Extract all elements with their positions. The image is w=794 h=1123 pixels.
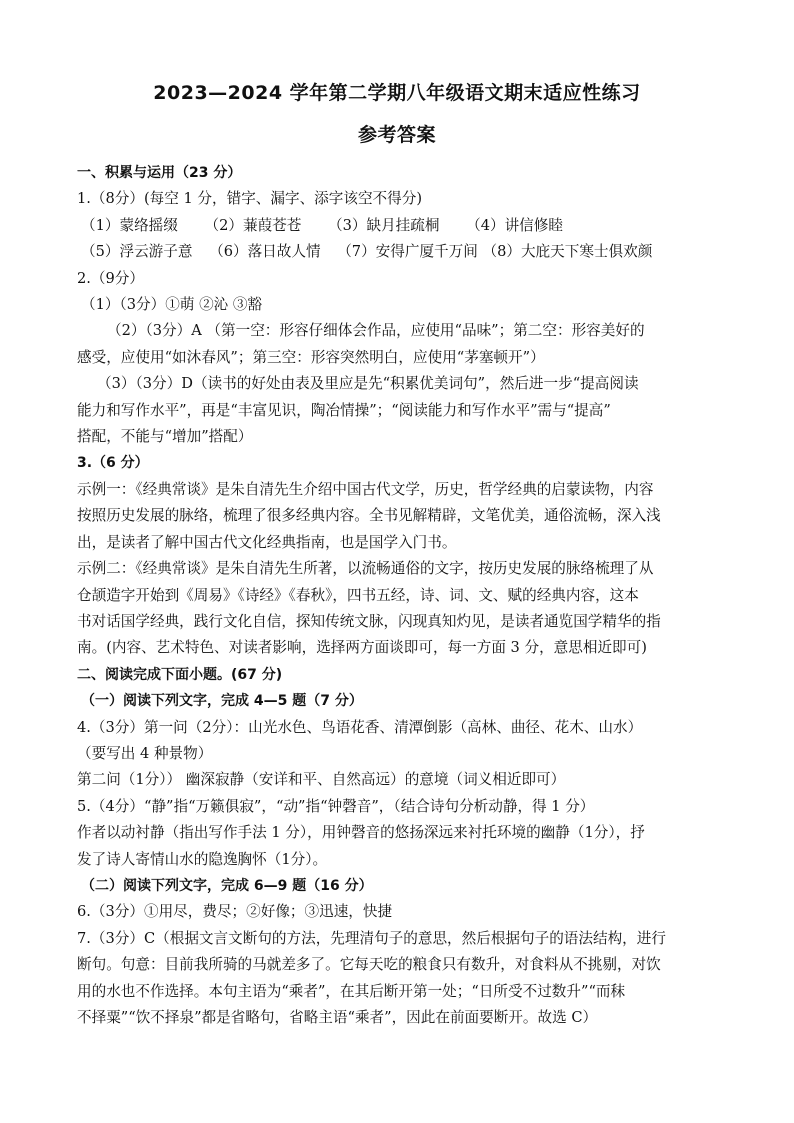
q1-answer-7: （7）安得广厦千万间 — [337, 243, 478, 261]
q7-line-1: 7.（3分）C（根据文言文断句的方法，先理清句子的意思，然后根据句子的语法结构，进行 — [77, 929, 666, 947]
q2-part-2-line-1: （2）（3分）A （第一空：形容仔细体会作品，应使用“品味”；第二空：形容美好的 — [107, 322, 645, 340]
q1-answer-4: （4）讲信修睦 — [466, 216, 563, 234]
q1-answer-2: （2）蒹葭苍苍 — [204, 216, 302, 234]
q3-example-2-line-2: 仓颉造字开始到《周易》《诗经》《春秋》，四书五经，诗、词、文、赋的经典内容，这本 — [77, 586, 639, 604]
q7-line-2: 断句。句意：目前我所骑的马就差多了。它每天吃的粮食只有数升，对食料从不挑剔，对饮 — [77, 956, 661, 974]
section-heading-2: 二、阅读完成下面小题。(67 分) — [77, 666, 283, 683]
answer-content — [77, 160, 719, 1031]
q4-line-2: （要写出 4 种景物） — [77, 744, 213, 762]
part-1-heading: （一）阅读下列文字，完成 4—5 题（7 分） — [81, 693, 363, 710]
q1-answer-3: （3）缺月挂疏桐 — [328, 216, 440, 234]
q1-answers-row-2 — [77, 239, 719, 265]
q5-line-1: 5.（4分）“静”指“万籁俱寂”，“动”指“钟磬音”，（结合诗句分析动静，得 1 分） — [77, 797, 595, 815]
q2-part-2-line-2: 感受，应使用“如沐春风”；第三空：形容突然明白，应使用“茅塞顿开”） — [77, 348, 545, 366]
q3-example-2-line-4: 南。(内容、艺术特色、对读者影响，选择两方面谈即可，每一方面 3 分，意思相近即可) — [77, 639, 647, 657]
q1-answer-8: （8）大庇天下寒士俱欢颜 — [482, 243, 653, 261]
section-heading-1: 一、积累与运用（23 分） — [77, 165, 242, 181]
q5-line-3: 发了诗人寄情山水的隐逸胸怀（1分）。 — [77, 850, 328, 868]
q1-answer-6: （6）落日故人情 — [209, 243, 321, 261]
q3-example-2-line-3: 书对话国学经典，践行文化自信，探知传统文脉，闪现真知灼见，是读者通览国学精华的指 — [77, 612, 661, 630]
q5-line-2: 作者以动衬静（指出写作手法 1 分），用钟磬音的悠扬深远来衬托环境的幽静（1分），抒 — [77, 824, 645, 842]
q3-header: 3.（6 分） — [77, 455, 149, 472]
q1-header: 1.（8分）(每空 1 分，错字、漏字、添字该空不得分) — [77, 190, 423, 208]
q4-line-3: 第二问（1分）） 幽深寂静（安详和平、自然高远）的意境（词义相近即可） — [77, 771, 566, 789]
page-subtitle: 参考答案 — [357, 124, 436, 146]
q1-answer-1: （1）蒙络摇缀 — [81, 216, 178, 234]
q2-header: 2.（9分） — [77, 269, 144, 287]
q1-answer-5: （5）浮云游子意 — [81, 243, 193, 261]
q6-line: 6.（3分）①用尽，费尽；②好像；③迅速，快捷 — [77, 903, 393, 921]
q2-part-3-line-1: （3）（3分）D（读书的好处由表及里应是先“积累优美词句”，然后进一步“提高阅读 — [97, 375, 639, 393]
q2-part-3-line-2: 能力和写作水平”，再是“丰富见识，陶冶情操”；“阅读能力和写作水平”需与“提高” — [77, 401, 611, 419]
q4-line-1: 4.（3分）第一问（2分）：山光水色、鸟语花香、清潭倒影（高林、曲径、花木、山水） — [77, 718, 643, 736]
q3-example-1-line-2: 按照历史发展的脉络，梳理了很多经典内容。全书见解精辟，文笔优美，通俗流畅，深入浅 — [77, 507, 661, 525]
q7-line-3: 用的水也不作选择。本句主语为“乘者”，在其后断开第一处；“日所受不过数升”“而秣 — [77, 982, 626, 1000]
part-2-heading: （二）阅读下列文字，完成 6—9 题（16 分） — [81, 877, 373, 894]
q2-part-1: （1）（3分）①萌 ②沁 ③豁 — [81, 296, 263, 314]
q2-part-3-line-3: 搭配，不能与“增加”搭配） — [77, 428, 253, 446]
q3-example-1-line-3: 出，是读者了解中国古代文化经典指南，也是国学入门书。 — [77, 533, 457, 551]
q3-example-2-line-1: 示例二：《经典常谈》是朱自清先生所著，以流畅通俗的文字，按历史发展的脉络梳理了从 — [77, 560, 654, 578]
q1-answers-row-1 — [77, 213, 719, 239]
q7-line-4: 不择粟”“饮不择泉”都是省略句，省略主语“乘者”，因此在前面要断开。故选 C） — [77, 1009, 598, 1026]
q3-example-1-line-1: 示例一：《经典常谈》是朱自清先生介绍中国古代文学，历史，哲学经典的启蒙读物，内容 — [77, 480, 654, 498]
page-title: 2023—2024 学年第二学期八年级语文期末适应性练习 — [153, 82, 641, 104]
